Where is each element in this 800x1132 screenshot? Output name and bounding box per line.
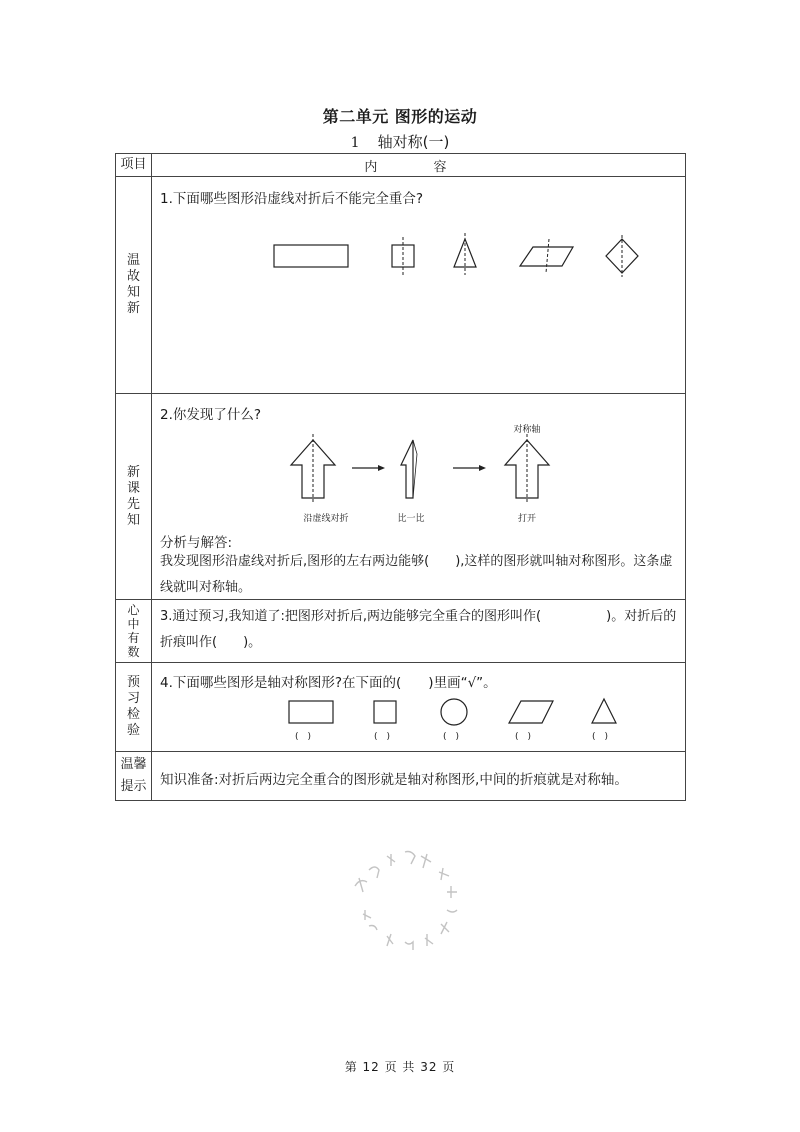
check-square — [374, 701, 396, 723]
question-2: 2.你发现了什么? — [160, 407, 262, 423]
arrow-right-icon — [352, 465, 385, 471]
diamond-shape — [606, 235, 638, 277]
lesson-name: 轴对称(一) — [377, 133, 450, 151]
question-3: 3.通过预习,我知道了:把图形对折后,两边能够完全重合的图形叫作( )。对折后的折痕叫作( )。 — [160, 609, 677, 650]
watermark-stamp — [335, 826, 470, 961]
analysis-text: 我发现图形沿虚线对折后,图形的左右两边能够( ),这样的图形就叫轴对称图形。这条虚线就叫对称轴。 — [160, 554, 673, 595]
answer-blank-5[interactable]: ( ) — [592, 732, 609, 742]
lesson-title — [0, 131, 800, 152]
arrow-shape-open — [505, 434, 549, 502]
section-new-lesson — [116, 394, 686, 600]
section-label-tips: 温馨提示 — [116, 752, 152, 801]
answer-blank-2[interactable]: ( ) — [374, 732, 391, 742]
section-label-check: 预习检验 — [116, 663, 152, 752]
arrow-right-icon — [453, 465, 486, 471]
label-open: 打开 — [517, 514, 537, 524]
answer-blank-4[interactable]: ( ) — [515, 732, 532, 742]
section-label-new-lesson: 新课先知 — [116, 394, 152, 600]
triangle-shape — [454, 233, 476, 275]
section-review — [116, 177, 686, 394]
table-header-row — [116, 154, 686, 177]
answer-blank-1[interactable]: ( ) — [295, 732, 312, 742]
half-arrow-shape — [401, 440, 417, 498]
tips-text: 知识准备:对折后两边完全重合的图形就是轴对称图形,中间的折痕就是对称轴。 — [160, 772, 628, 788]
unit-title: 第二单元 图形的运动 — [322, 107, 478, 126]
page-footer: 第 12 页 共 32 页 — [344, 1060, 456, 1074]
answer-blank-3[interactable]: ( ) — [443, 732, 460, 742]
check-circle — [441, 699, 467, 725]
section-new-lesson-content — [152, 394, 686, 600]
section-review-content — [152, 177, 686, 394]
label-fold: 沿虚线对折 — [303, 514, 349, 524]
check-parallelogram — [509, 701, 553, 723]
question-4: 4.下面哪些图形是轴对称图形?在下面的( )里画“√”。 — [160, 675, 497, 691]
label-compare: 比一比 — [397, 514, 425, 524]
lesson-number: 1 — [350, 135, 360, 151]
header-content: 内 容 — [152, 154, 686, 177]
section-check — [116, 663, 686, 752]
arrow-shape-fold — [291, 434, 335, 502]
question-1: 1.下面哪些图形沿虚线对折后不能完全重合? — [160, 191, 424, 207]
check-rectangle — [289, 701, 333, 723]
section-know — [116, 600, 686, 663]
label-axis: 对称轴 — [513, 425, 541, 435]
section-label-review: 温故知新 — [116, 177, 152, 394]
header-item: 项目 — [116, 154, 152, 177]
folding-shapes-figure — [152, 177, 687, 393]
section-tips — [116, 752, 686, 801]
square-shape — [392, 237, 414, 275]
worksheet-table — [115, 153, 686, 801]
section-know-content — [152, 600, 686, 663]
parallelogram-shape — [520, 239, 573, 273]
rectangle-shape — [274, 245, 348, 267]
section-check-content — [152, 663, 686, 752]
analysis-title: 分析与解答: — [160, 535, 233, 551]
section-label-know: 心中有数 — [116, 600, 152, 663]
section-tips-content — [152, 752, 686, 801]
check-triangle — [592, 699, 616, 723]
